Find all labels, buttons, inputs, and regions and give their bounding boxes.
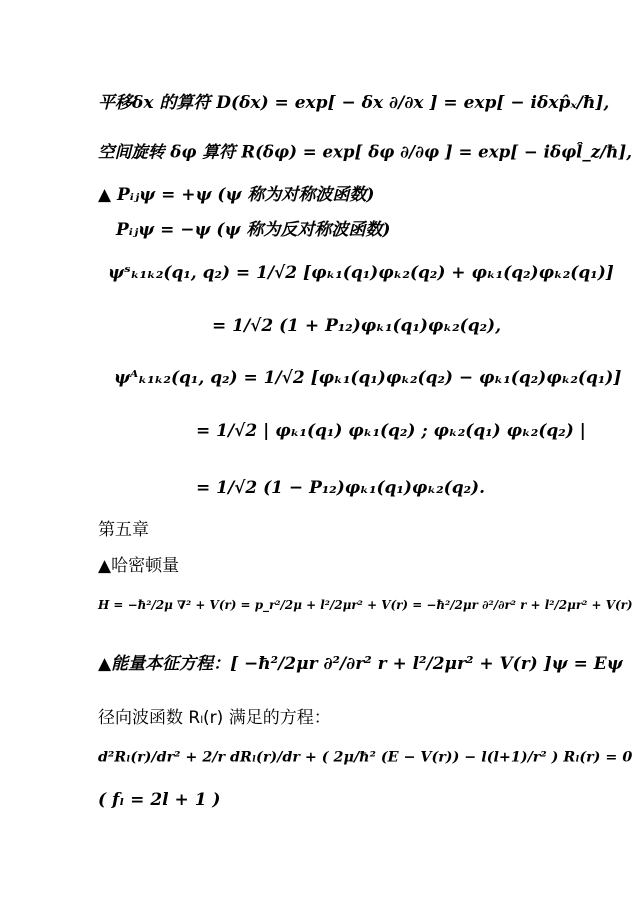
equation-line: 径向波函数 Rₗ(r) 满足的方程： bbox=[98, 708, 331, 728]
equation-line: Pᵢⱼψ = −ψ (ψ 称为反对称波函数) bbox=[116, 220, 391, 240]
equation-line: 第五章 bbox=[98, 520, 149, 540]
equation-line: d²Rₗ(r)/dr² + 2/r dRₗ(r)/dr + ( 2μ/ħ² (E − V(r)) − l(l+1)/r² ) Rₗ(r) = 0 bbox=[98, 748, 633, 766]
equation-line: = 1/√2 (1 + P₁₂)φₖ₁(q₁)φₖ₂(q₂), bbox=[212, 316, 501, 336]
equation-line: H = −ħ²/2μ ∇² + V(r) = p_r²/2μ + l²/2μr² + V(r) = −ħ²/2μr ∂²/∂r² r + l²/2μr² + V(r) bbox=[98, 598, 633, 613]
equation-line: ( fₗ = 2l + 1 ) bbox=[98, 790, 221, 810]
equation-line: = 1/√2 (1 − P₁₂)φₖ₁(q₁)φₖ₂(q₂). bbox=[196, 478, 485, 498]
equation-line: 空间旋转 δφ 算符 R(δφ) = exp[ δφ ∂/∂φ ] = exp[ − iδφl̂_z/ħ], bbox=[98, 142, 633, 163]
equation-line: 平移δx 的算符 D(δx) = exp[ − δx ∂/∂x ] = exp[ − iδxp̂ₓ/ħ], bbox=[98, 93, 610, 113]
equation-line: = 1/√2 | φₖ₁(q₁) φₖ₁(q₂) ; φₖ₂(q₁) φₖ₂(q₂) | bbox=[196, 421, 586, 441]
equation-line: ▲ Pᵢⱼψ = +ψ (ψ 称为对称波函数) bbox=[98, 185, 375, 205]
equation-line: ψˢₖ₁ₖ₂(q₁, q₂) = 1/√2 [φₖ₁(q₁)φₖ₂(q₂) + φₖ₁(q₂)φₖ₂(q₁)] bbox=[108, 263, 614, 283]
equation-line: ψᴬₖ₁ₖ₂(q₁, q₂) = 1/√2 [φₖ₁(q₁)φₖ₂(q₂) − φₖ₁(q₂)φₖ₂(q₁)] bbox=[114, 368, 622, 388]
equation-line: ▲能量本征方程：[ −ħ²/2μr ∂²/∂r² r + l²/2μr² + V(r) ]ψ = Eψ bbox=[98, 654, 623, 674]
equation-line: ▲哈密顿量 bbox=[98, 556, 180, 576]
